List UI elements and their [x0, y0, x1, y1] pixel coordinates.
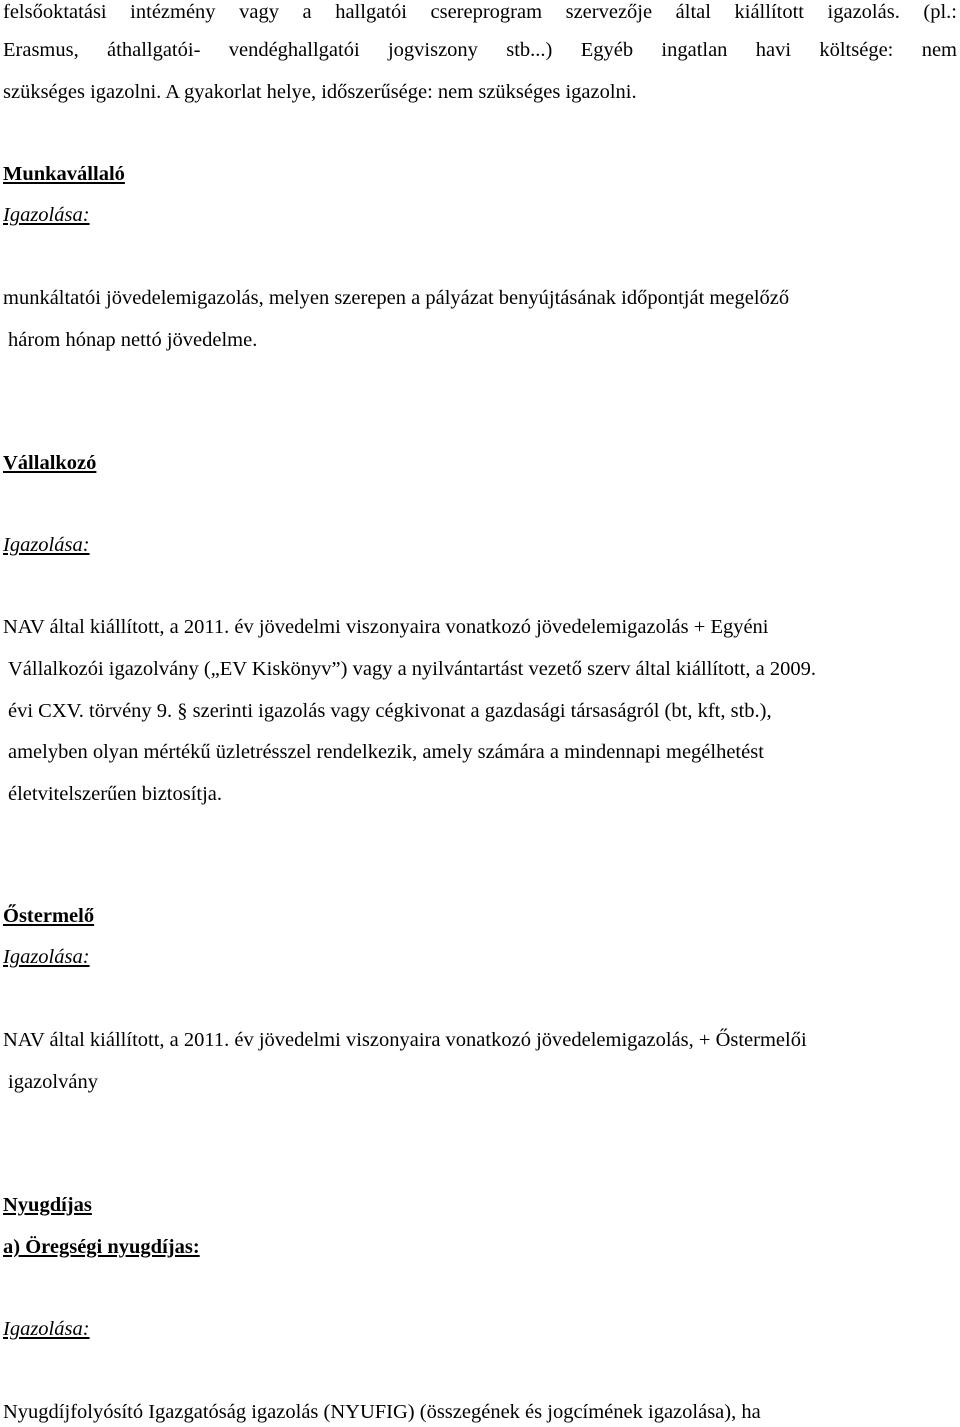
vallalkozo-line-4: amelyben olyan mértékű üzletrésszel rendelkezik, amely számára a mindennapi megélhetést: [8, 741, 764, 763]
vallalkozo-line-2: Vállalkozói igazolvány („EV Kiskönyv”) vagy a nyilvántartást vezető szerv által kiállított, a 2009.: [8, 658, 816, 680]
munkavallalo-line-2: három hónap nettó jövedelme.: [8, 329, 258, 351]
vallalkozo-line-5: életvitelszerűen biztosítja.: [8, 783, 223, 805]
ostermelo-line-1: NAV által kiállított, a 2011. év jövedelmi viszonyaira vonatkozó jövedelemigazolás, + Őstermelői: [3, 1029, 807, 1051]
heading-vallalkozo: Vállalkozó: [3, 452, 97, 474]
label-munkavallalo-igazolasa: Igazolása:: [3, 204, 90, 226]
label-nyugdijas-igazolasa: Igazolása:: [3, 1318, 90, 1340]
label-ostermelo-igazolasa: Igazolása:: [3, 946, 90, 968]
vallalkozo-line-3: évi CXV. törvény 9. § szerinti igazolás vagy cégkivonat a gazdasági társaságról (bt, kft, stb.),: [8, 700, 772, 722]
heading-nyugdijas: Nyugdíjas: [3, 1194, 92, 1216]
label-vallalkozo-igazolasa: Igazolása:: [3, 534, 90, 556]
nyugdijas-line-1: Nyugdíjfolyósító Igazgatóság igazolás (NYUFIG) (összegének és jogcímének igazolása), ha: [3, 1401, 761, 1423]
ostermelo-line-2: igazolvány: [8, 1071, 98, 1093]
intro-line-1: felsőoktatási intézmény vagy a hallgatói csereprogram szervezője által kiállított igazolás. (pl.:: [3, 1, 957, 23]
subheading-oregsegi-nyugdijas: a) Öregségi nyugdíjas:: [3, 1236, 200, 1258]
heading-munkavallalo: Munkavállaló: [3, 163, 125, 185]
intro-line-2: Erasmus, áthallgatói- vendéghallgatói jogviszony stb...) Egyéb ingatlan havi költsége: nem: [3, 39, 957, 61]
heading-ostermelo: Őstermelő: [3, 905, 95, 927]
intro-line-3: szükséges igazolni. A gyakorlat helye, időszerűsége: nem szükséges igazolni.: [3, 81, 637, 103]
vallalkozo-line-1: NAV által kiállított, a 2011. év jövedelmi viszonyaira vonatkozó jövedelemigazolás + Egyéni: [3, 616, 769, 638]
munkavallalo-line-1: munkáltatói jövedelemigazolás, melyen szerepen a pályázat benyújtásának időpontját megelőző: [3, 287, 790, 309]
